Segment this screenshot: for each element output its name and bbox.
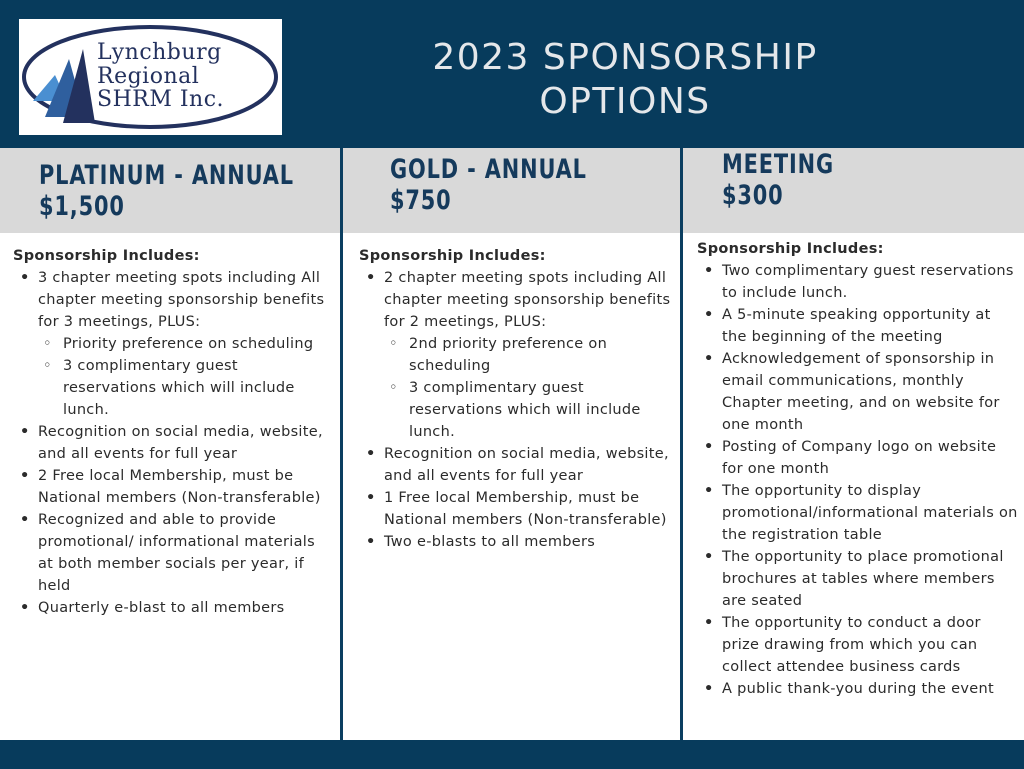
gold-includes-heading: Sponsorship Includes: [359, 248, 546, 264]
platinum-includes-heading: Sponsorship Includes: [13, 248, 200, 264]
gold-sub-list [384, 333, 679, 443]
platinum-heading-band [0, 148, 340, 233]
platinum-benefit-list [13, 267, 333, 619]
platinum-sub-list [38, 333, 333, 421]
logo-line-2: Regional [97, 64, 200, 89]
list-item: ◦ 2nd priority preference on scheduling [384, 333, 679, 377]
list-item: • Recognition on social media, website, and all events for full year [13, 421, 333, 465]
logo-line-1: Lynchburg [97, 40, 222, 65]
meeting-benefits [697, 238, 1019, 700]
title-line-2: OPTIONS [539, 81, 711, 122]
title-line-1: 2023 SPONSORSHIP [432, 37, 818, 78]
meeting-tier-name: MEETING [722, 149, 835, 180]
list-item: • Quarterly e-blast to all members [13, 597, 333, 619]
gold-price: $750 [390, 185, 452, 216]
list-item [359, 267, 679, 443]
meeting-benefit-list [697, 260, 1019, 700]
logo-line-3: SHRM Inc. [97, 87, 225, 112]
list-item: ◦ 3 complimentary guest reservations which will include lunch. [384, 377, 679, 443]
list-item: • The opportunity to conduct a door prize drawing from which you can collect attendee business cards [697, 612, 1019, 678]
meeting-price: $300 [722, 180, 784, 211]
header-banner [0, 0, 1024, 148]
platinum-item-1: 3 chapter meeting spots including All chapter meeting sponsorship benefits for 3 meetings, PLUS: [38, 270, 325, 330]
platinum-price: $1,500 [39, 191, 125, 222]
column-divider [680, 148, 683, 740]
list-item: • Recognition on social media, website, and all events for full year [359, 443, 679, 487]
list-item: ◦ Priority preference on scheduling [38, 333, 333, 355]
list-item: • Two e-blasts to all members [359, 531, 679, 553]
organization-logo [19, 19, 282, 135]
gold-benefits [359, 245, 679, 553]
list-item: • Acknowledgement of sponsorship in email communications, monthly Chapter meeting, and on website for one month [697, 348, 1019, 436]
list-item: • A public thank-you during the event [697, 678, 1019, 700]
gold-item-1: 2 chapter meeting spots including All chapter meeting sponsorship benefits for 2 meetings, PLUS: [384, 270, 671, 330]
list-item: • A 5-minute speaking opportunity at the beginning of the meeting [697, 304, 1019, 348]
list-item: • The opportunity to place promotional brochures at tables where members are seated [697, 546, 1019, 612]
meeting-includes-heading: Sponsorship Includes: [697, 241, 884, 257]
meeting-heading-band [683, 148, 1024, 233]
gold-benefit-list [359, 267, 679, 553]
list-item: • Posting of Company logo on website for one month [697, 436, 1019, 480]
platinum-tier-name: PLATINUM - ANNUAL [39, 160, 294, 191]
gold-tier-name: GOLD - ANNUAL [390, 154, 587, 185]
gold-heading-band [343, 148, 680, 233]
page-title [360, 36, 890, 124]
list-item: • 1 Free local Membership, must be National members (Non-transferable) [359, 487, 679, 531]
footer-bar [0, 740, 1024, 769]
column-divider [340, 148, 343, 740]
list-item: ◦ 3 complimentary guest reservations which will include lunch. [38, 355, 333, 421]
list-item: • Recognized and able to provide promotional/ informational materials at both member socials per year, if held [13, 509, 333, 597]
list-item [13, 267, 333, 421]
list-item: • The opportunity to display promotional/informational materials on the registration table [697, 480, 1019, 546]
list-item: • Two complimentary guest reservations to include lunch. [697, 260, 1019, 304]
platinum-benefits [13, 245, 333, 619]
list-item: • 2 Free local Membership, must be National members (Non-transferable) [13, 465, 333, 509]
